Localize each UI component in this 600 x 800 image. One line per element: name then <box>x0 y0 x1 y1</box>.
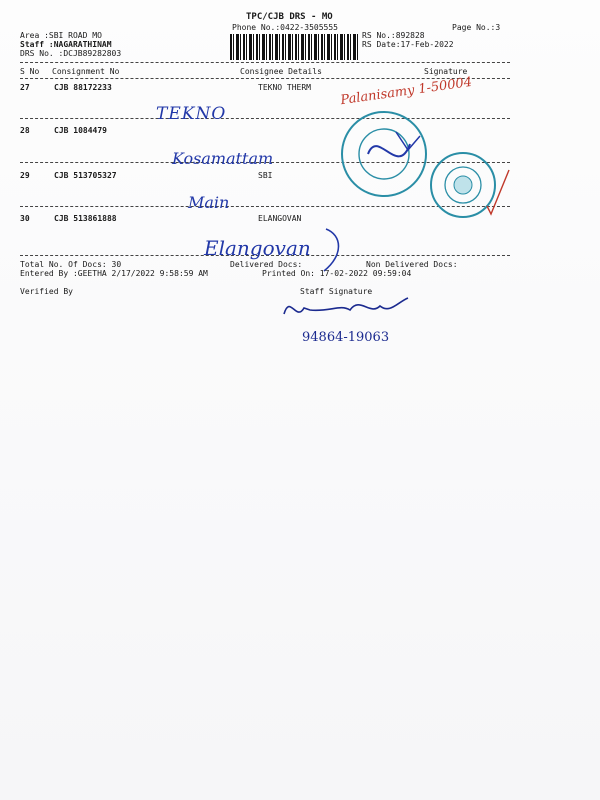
non-delivered-docs: Non Delivered Docs: <box>366 260 458 269</box>
row-sno: 29 <box>20 171 30 180</box>
row-consignment: CJB 513705327 <box>54 171 117 180</box>
handwritten-phone: 94864-19063 <box>302 330 390 345</box>
handwritten-main: Main <box>188 193 230 212</box>
row-consignee: SBI <box>258 171 273 180</box>
row-consignee: TEKNO THERM <box>258 83 311 92</box>
verified-by: Verified By <box>20 287 73 296</box>
signature-stroke <box>320 225 350 275</box>
row-sno: 27 <box>20 83 30 92</box>
printed-on: Printed On: 17-02-2022 09:59:04 <box>262 269 412 278</box>
row-consignment: CJB 513861888 <box>54 214 117 223</box>
area-label: Area :SBI ROAD MO <box>20 31 102 40</box>
barcode <box>230 34 358 60</box>
staff-label: Staff :NAGARATHINAM <box>20 40 112 49</box>
drs-number: DRS No. :DCJB89282803 <box>20 49 122 58</box>
handwritten-kosamattam: Kosamattam <box>172 149 274 168</box>
row-divider <box>20 118 510 119</box>
handwritten-signature-top: Palanisamy 1-50004 <box>339 74 474 109</box>
stamp-seal-icon <box>338 108 430 200</box>
rs-date: RS Date:17-Feb-2022 <box>362 40 454 49</box>
col-header-signature: Signature <box>424 67 468 76</box>
row-sno: 28 <box>20 126 30 135</box>
row-consignment: CJB 1084479 <box>54 126 107 135</box>
phone-number: Phone No.:0422-3505555 <box>232 23 338 32</box>
row-consignee: ELANGOVAN <box>258 214 302 223</box>
divider <box>20 62 510 63</box>
row-sno: 30 <box>20 214 30 223</box>
total-docs: Total No. Of Docs: 30 <box>20 260 122 269</box>
col-header-consignee: Consignee Details <box>240 67 322 76</box>
page-number: Page No.:3 <box>452 23 501 32</box>
rs-number: RS No.:892828 <box>362 31 425 40</box>
handwritten-elangovan: Elangovan <box>204 236 311 260</box>
staff-signature-label: Staff Signature <box>300 287 373 296</box>
delivered-docs: Delivered Docs: <box>230 260 303 269</box>
handwritten-tekno: TEKNO <box>156 104 227 124</box>
document-title: TPC/CJB DRS - MO <box>246 12 333 22</box>
entered-by: Entered By :GEETHA 2/17/2022 9:58:59 AM <box>20 269 208 278</box>
signature-check <box>485 168 515 218</box>
col-header-sno: S No <box>20 67 40 76</box>
row-consignment: CJB 88172233 <box>54 83 112 92</box>
col-header-consignment: Consignment No <box>52 67 120 76</box>
staff-signature-scribble <box>280 292 420 326</box>
